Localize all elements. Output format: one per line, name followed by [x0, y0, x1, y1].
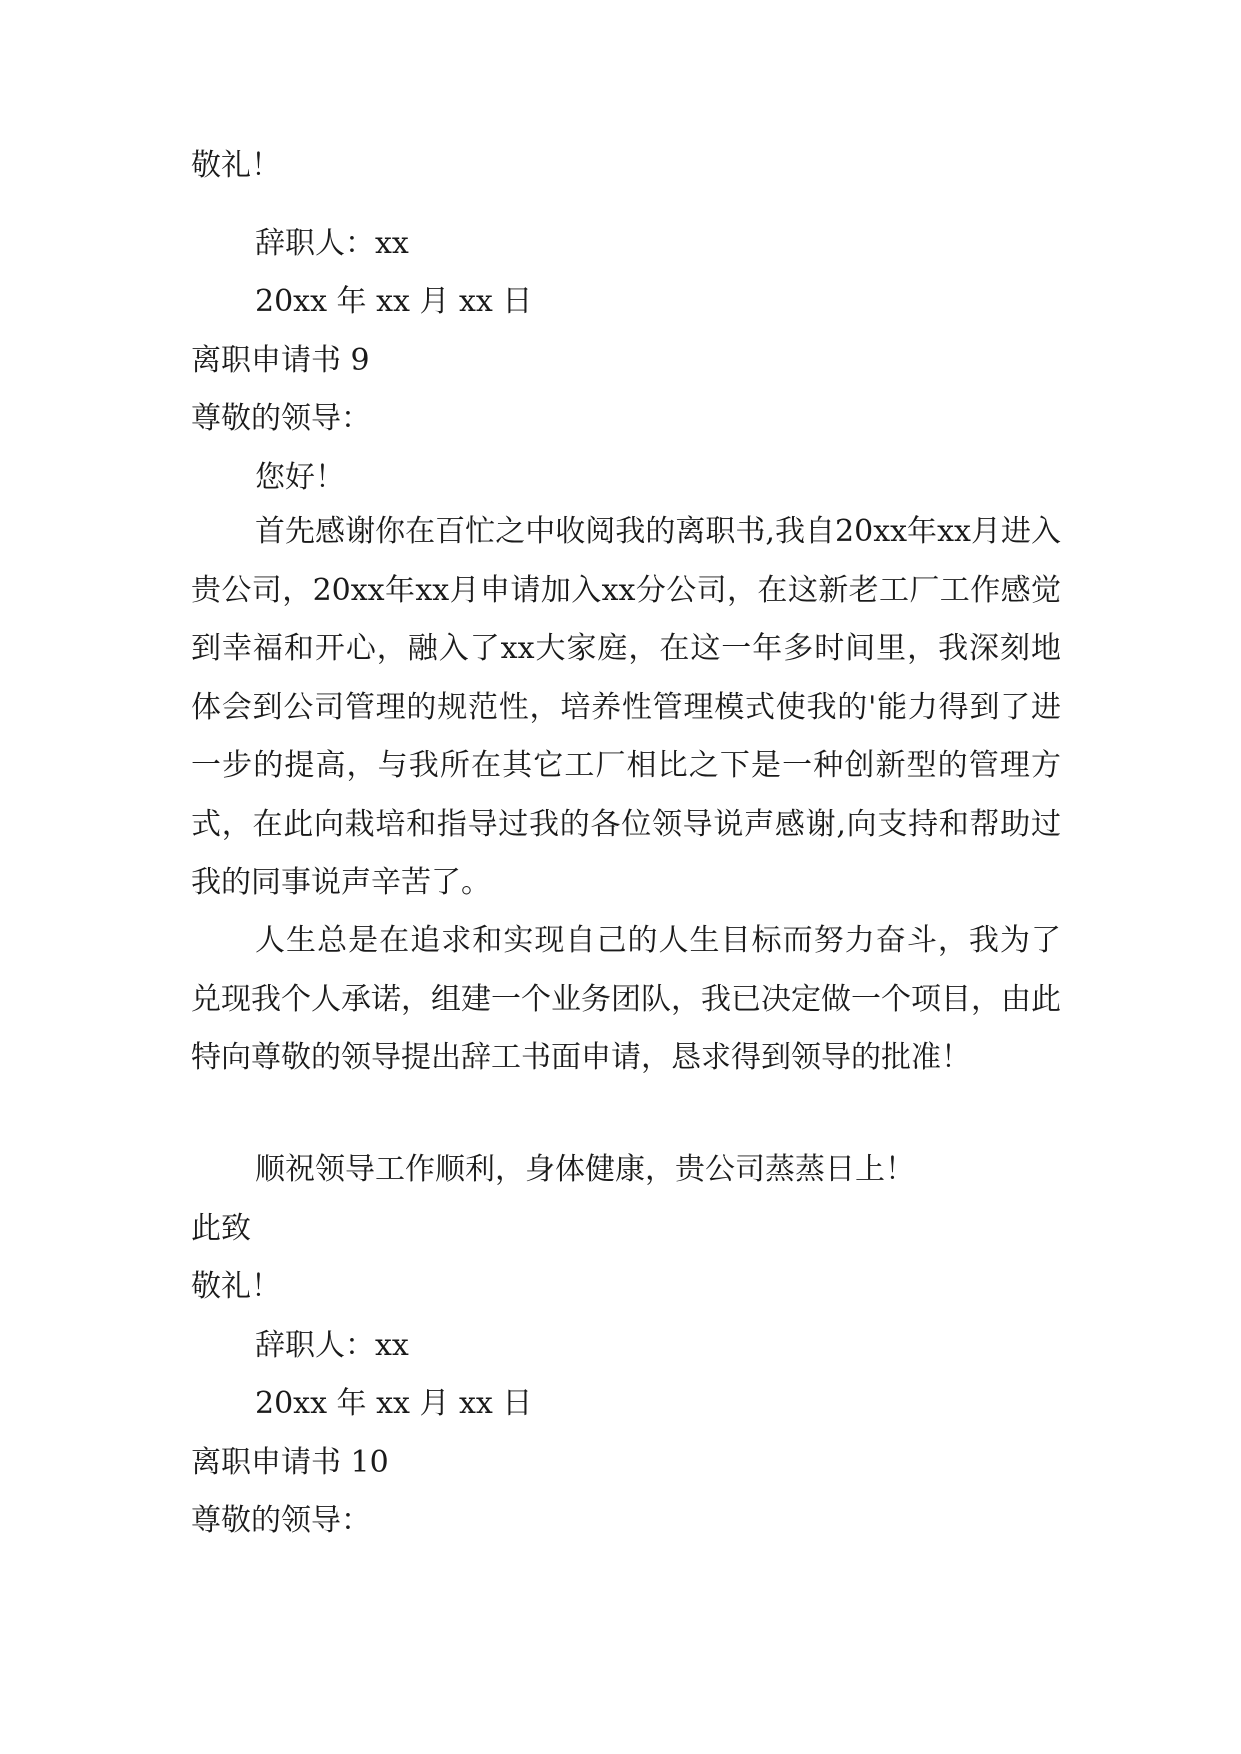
greeting-line: 尊敬的领导： [191, 401, 371, 436]
greeting-line: 尊敬的领导： [191, 1503, 371, 1538]
body-paragraph: 人生总是在追求和实现自己的人生目标而努力奋斗，我为了兑现我个人承诺，组建一个业务团队，我已决定做一个项目，由此特向尊敬的领导提出辞工书面申请，恳求得到领导的批准！ [191, 923, 1061, 1075]
body-paragraph: 首先感谢你在百忙之中收阅我的离职书,我自20xx年xx月进入贵公司，20xx年xx月申请加入xx分公司，在这新老工厂工作感觉到幸福和开心，融入了xx大家庭，在这一年多时间里，我深刻地体会到公司管理的规范性，培养性管理模式使我的'能力得到了进一步的提高，与我所在其它工厂相比之下是一种创新型的管理方式，在此向栽培和指导过我的各位领导说声感谢,向支持和帮助过我的同事说声辛苦了。 [191, 514, 1061, 900]
closing-line: 此致 [191, 1211, 251, 1246]
date-line: 20xx 年 xx 月 xx 日 [255, 284, 533, 319]
salute-line: 敬礼！ [191, 148, 281, 183]
hello-line: 您好！ [255, 460, 345, 495]
signer-line: 辞职人：xx [255, 1328, 409, 1363]
wish-line: 顺祝领导工作顺利，身体健康，贵公司蒸蒸日上！ [255, 1152, 915, 1187]
salute-line: 敬礼！ [191, 1269, 281, 1304]
date-line: 20xx 年 xx 月 xx 日 [255, 1386, 533, 1421]
letter-title: 离职申请书 9 [191, 343, 370, 378]
letter-title: 离职申请书 10 [191, 1445, 389, 1480]
signer-line: 辞职人：xx [255, 226, 409, 261]
